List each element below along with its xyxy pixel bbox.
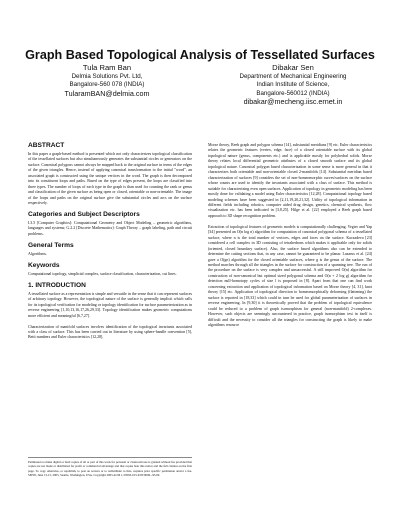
left-column — [28, 142, 192, 510]
body-paragraph-1: Morse theory, Reeb graph and polygon schema [14], substantial meridians [9] etc. Euler characteristics relates the geometric features (vertex, edge, face) of a closed orientable surface with its global topological nature (genus, components etc.) and is applicable mostly for polyhedral solids. Morse theory relates local differential geometric attributes of a closed smooth surface and its global topological nature. Canonical polygon based characterization in some sense is more general in that it characterizes both orientable and non-orientable closed 2-manifolds [14]. Substantial meridian based characterization of surfaces [9] considers the set of non-homeomorphic curves/surfaces on the surface whose counts are used to identify the invariants associated with a class of surface. This method is suitable for characterizing even open surfaces. Application of topology in geometric modeling has been mostly done for validating a model using Euler characteristics [12,28]. Computational topology based modeling schemes have been suggested in [2,11,19,20,21,32]. Utility of topological information in different fields including robotics, computer aided drug design, genetics, chemical synthesis, flow visualization etc. has been indicated in [3,8,25]. Hilge et al. [22] employed a Reeb graph based approach to 3D shape recognition problem. — [208, 142, 372, 218]
author-affiliation: Delmia Solutions Pvt. Ltd, — [71, 72, 143, 80]
author-block-2 — [218, 64, 368, 107]
author-email: TularamBAN@delmia.com — [64, 88, 150, 98]
author-email: dibakar@mecheng.iisc.ernet.in — [243, 97, 343, 107]
abstract-text: In this paper a graph-based method is presented which not only characterizes topological classification of the tessellated surfaces but also simultaneously generates the substantial circles or generators on the surface. Canonical polygons cannot always be mapped back to the original surface in terms of the edges of the given triangles. Hence, instead of applying canonical transformation to the initial "word", an associated graph is constructed using the unique vertices in the word. The graph is then decomposed into its constituent loops and paths. Based on the type of edges present, the loops are classified into three types. The number of loops of each type in the graph is than used for counting the rank or genus and classification of the given surface as being open or closed, orientable or non-orientable. The image of the loops and paths on the original surface give the substantial circles and arcs on the surface respectively. — [28, 151, 192, 206]
introduction-paragraph-2: Characterization of manifold surfaces involves identification of the topological invariants associated with a class of surface. This has been carried out in literature by using sphere-handle convention [5], Betti numbers and Euler characteristics [12,28], — [28, 323, 192, 340]
author-name: Tula Ram Ban — [82, 63, 132, 72]
paper-title: Graph Based Topological Analysis of Tessellated Surfaces — [25, 48, 375, 62]
keywords-heading: Keywords — [28, 261, 60, 269]
body-paragraph-2: Extraction of topological features of geometric models is computationally challenging. Vegter and Yap [34] presented an O(n log n) algorithm for computation of canonical polygonal schema of a tessellated surface, where n is the total number of vertices, edges and faces on the surface. Kaczadeva [23] considered a cell complex in 3D consisting of tetrahedrons which makes it applicable only for solids (oriented, closed boundary surface). Also, the surface based algorithms also can be extended to determine the cutting sections that, in any case, cannot be guaranteed to be planar. Lazarus et al. [24] gave a O(gn) algorithm for the closed orientable surfaces, where g is the genus of the surface. The method marches through all the triangles in the surface for construction of a spanning tree. The run of the procedure on the surface is very complex and unsuccessful. A still improved O(n) algorithm for construction of non-canonical but optimal sized polygonal schema and O(n + 2 log g) algorithm for detection null-homotopy cycles of size l is proposed in [8]. Apart from that one can find work concerning extraction and application of topological information based on Morse theory [4, 31], knot theory [15] etc. Application of topological direction to homeomorphically deforming (flattening) the surface is reported in [18,33] which could in turn be used for global parameterization of surfaces in reverse engineering. In [9,30] it is theoretically proved that the problem of topological equivalence could be reduced to a problem of graph isomorphism for general (non-manifold) 2-complexes. However, such objects are seemingly uncountered in practice, graph isomorphism test in itself is difficult and the necessity to consider all the triangles for constructing the graph is likely to make algorithms resource — [208, 223, 372, 327]
general-terms-text: Algorithms. — [28, 250, 47, 256]
abstract-heading: ABSTRACT — [28, 142, 65, 149]
author-block-1 — [32, 64, 182, 98]
categories-text: I.3.5 [Computer Graphics]: Computational Geometry and Object Modeling – geometric algorithms, languages and systems; G.2.2 [Discrete Mathematics]: Graph Theory – graph labeling, path and circuit problems. — [28, 220, 192, 236]
categories-heading: Categories and Subject Descriptors — [28, 211, 140, 219]
author-affiliation: Indian Institute of Science, — [256, 81, 330, 89]
copyright-footnote: Permission to make digital or hard copies of all or part of this work for personal or classroom use is granted without fee provided that copies are not made or distributed for profit or commercial advantage and that copies bear this notice and the full citation on the first page. To copy otherwise, or republish, to post on servers or to redistribute to lists, requires prior specific permission and/or a fee. SM'05, June 13-15, 2005, Seattle, Washington, USA. Copyright 2005 ACM 1-59593-015-9/05/0006...$5.00. — [28, 457, 192, 477]
author-name: Dibakar Sen — [272, 63, 314, 72]
author-department: Department of Mechanical Engineering — [239, 72, 347, 80]
introduction-heading: 1. INTRODUCTION — [28, 281, 86, 289]
introduction-paragraph-1: A tessellated surface as a representation is simple and versatile in the sense that it can represent surfaces of arbitrary topology. However, the topological nature of the surface is generally implicit which calls for its topological verification for modeling or topology identification for surface parameterization as in reverse engineering [1,10,13,16,17,26,29,33]. Topology identification makes geometric computations more efficient and meaningful [6,7,27]. — [28, 290, 192, 318]
general-terms-heading: General Terms — [28, 241, 74, 249]
keywords-text: Computational topology, simplicial complex, surface classification, characterization, cut lines. — [28, 270, 177, 276]
author-address: Bangalore-560 078 (INDIA) — [69, 81, 145, 89]
right-column — [208, 142, 372, 510]
author-address: Bangalore-560012 (INDIA) — [256, 89, 330, 97]
